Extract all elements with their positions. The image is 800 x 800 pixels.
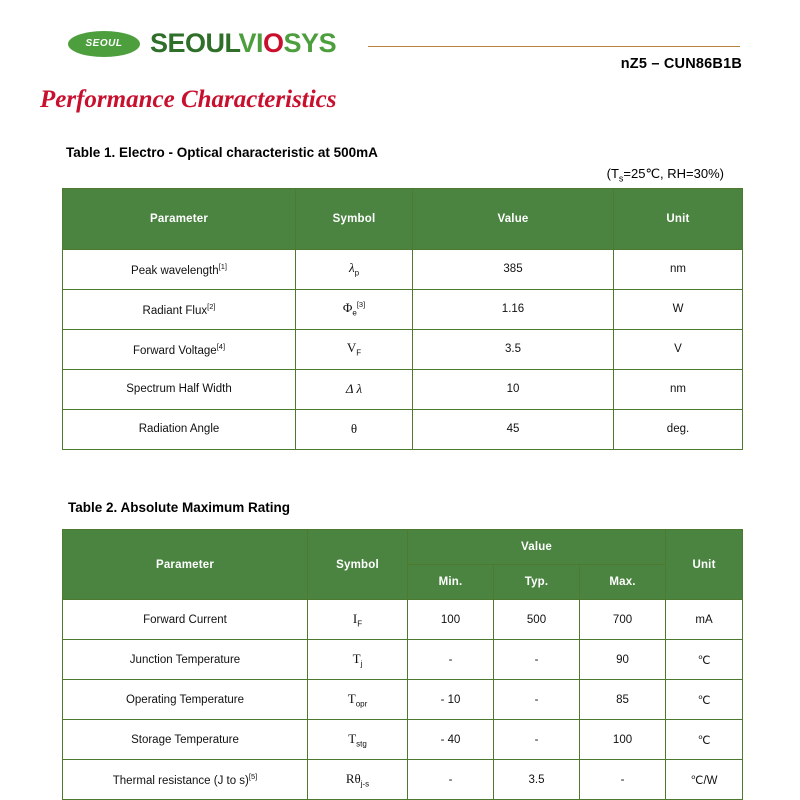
table-row xyxy=(63,249,743,289)
table2-cell-max: 700 xyxy=(580,600,666,640)
header-divider xyxy=(368,46,740,47)
table1-cell-symbol: $\Phi_e[3]$ xyxy=(296,289,413,329)
table1-cell-value: 10 xyxy=(413,369,614,409)
table2-cell-typ: 500 xyxy=(494,600,580,640)
table1-cell-symbol: $\lambda_p$ xyxy=(296,249,413,289)
table1-cell-parameter: Radiation Angle xyxy=(63,409,296,449)
part-number: nZ5 – CUN86B1B xyxy=(620,56,742,72)
table-row xyxy=(63,369,743,409)
logo-word-sys: SYS xyxy=(283,28,337,58)
table2-parameter-ref: [5] xyxy=(248,772,258,782)
table1-block xyxy=(62,145,742,450)
table1-cell-unit: W xyxy=(614,289,743,329)
table2-cell-unit: ℃ xyxy=(666,640,743,680)
table2-cell-symbol: $R\theta_{j-s}$ xyxy=(308,760,408,800)
table2-cell-parameter: Storage Temperature xyxy=(63,720,308,760)
table2-col-unit: Unit xyxy=(666,530,743,600)
logo-word-o: O xyxy=(263,28,284,58)
table1-cell-unit: V xyxy=(614,329,743,369)
table2-cell-typ: - xyxy=(494,640,580,680)
table2-cell-min: - 40 xyxy=(408,720,494,760)
table1-parameter-ref: [4] xyxy=(216,341,226,351)
table1-condition-note: ($T_s=25℃$, RH=30%) xyxy=(606,166,724,184)
seoul-logo-badge xyxy=(68,31,140,57)
table1-parameter-text: Forward Voltage xyxy=(132,344,217,357)
table-row xyxy=(63,640,743,680)
table2-block xyxy=(62,500,742,800)
table2-cell-unit: ℃ xyxy=(666,680,743,720)
table2-cell-parameter xyxy=(63,760,308,800)
table1-col-symbol: Symbol xyxy=(296,188,413,249)
table2-cell-min: - xyxy=(408,640,494,680)
table2-cell-max: 90 xyxy=(580,640,666,680)
table1-cell-parameter xyxy=(63,289,296,329)
table2-cell-parameter: Operating Temperature xyxy=(63,680,308,720)
table2-cell-min: - 10 xyxy=(408,680,494,720)
table-row xyxy=(63,600,743,640)
table2-col-value-group: Value xyxy=(408,530,666,565)
table2-cell-typ: - xyxy=(494,680,580,720)
table1-cell-parameter xyxy=(63,249,296,289)
table2-cell-symbol: $I_F$ xyxy=(308,600,408,640)
table-row xyxy=(63,760,743,800)
table1-cell-value: 1.16 xyxy=(413,289,614,329)
absolute-maximum-rating-table xyxy=(62,529,743,800)
table-row xyxy=(63,409,743,449)
table1-cell-value: 3.5 xyxy=(413,329,614,369)
table2-cell-unit: ℃ xyxy=(666,720,743,760)
logo-word-seoul: SEOUL xyxy=(150,28,239,58)
table1-cell-parameter xyxy=(63,329,296,369)
table2-cell-unit: ℃/W xyxy=(666,760,743,800)
table2-cell-parameter: Junction Temperature xyxy=(63,640,308,680)
table2-col-min: Min. xyxy=(408,565,494,600)
table1-parameter-ref: [1] xyxy=(218,261,227,271)
table2-cell-min: 100 xyxy=(408,600,494,640)
table2-cell-max: - xyxy=(580,760,666,800)
table2-cell-symbol: $T_{opr}$ xyxy=(308,680,408,720)
table2-caption: Table 2. Absolute Maximum Rating xyxy=(68,500,291,515)
table2-cell-max: 85 xyxy=(580,680,666,720)
table1-cell-parameter: Spectrum Half Width xyxy=(63,369,296,409)
table2-cell-symbol: $T_{stg}$ xyxy=(308,720,408,760)
table2-cell-unit: mA xyxy=(666,600,743,640)
page-title: Performance Characteristics xyxy=(40,86,337,113)
table1-parameter-ref: [2] xyxy=(207,301,216,311)
table2-header-row-1 xyxy=(63,530,743,565)
table1-parameter-text: Peak wavelength xyxy=(131,264,219,277)
logo-word-vi: VI xyxy=(238,28,264,58)
table2-cell-max: 100 xyxy=(580,720,666,760)
table2-col-symbol: Symbol xyxy=(308,530,408,600)
table1-cell-unit: nm xyxy=(614,249,743,289)
table-row xyxy=(63,329,743,369)
table2-cell-min: - xyxy=(408,760,494,800)
table1-cell-unit: deg. xyxy=(614,409,743,449)
table1-cell-symbol: Δ λ xyxy=(296,369,413,409)
table1-parameter-text: Radiant Flux xyxy=(142,304,208,317)
table1-col-value: Value xyxy=(413,188,614,249)
table-row xyxy=(63,680,743,720)
table2-col-typ: Typ. xyxy=(494,565,580,600)
table1-cell-symbol: $V_F$ xyxy=(296,329,413,369)
table1-col-parameter: Parameter xyxy=(63,188,296,249)
table2-parameter-text: Thermal resistance (J to s) xyxy=(112,774,249,787)
table-row xyxy=(63,289,743,329)
page-header xyxy=(0,0,800,78)
table2-cell-parameter: Forward Current xyxy=(63,600,308,640)
seoul-logo-badge-label: SEOUL xyxy=(85,38,123,49)
table1-caption: Table 1. Electro - Optical characteristic at 500mA xyxy=(66,145,378,160)
table2-cell-symbol: $T_j$ xyxy=(308,640,408,680)
seoul-viosys-logo xyxy=(68,30,336,57)
table2-cell-typ: 3.5 xyxy=(494,760,580,800)
electro-optical-table xyxy=(62,188,743,450)
table1-cell-unit: nm xyxy=(614,369,743,409)
table1-cell-value: 385 xyxy=(413,249,614,289)
table2-col-max: Max. xyxy=(580,565,666,600)
table1-header-row xyxy=(63,188,743,249)
table1-cell-value: 45 xyxy=(413,409,614,449)
table1-cell-symbol: θ xyxy=(296,409,413,449)
logo-wordmark xyxy=(150,30,336,57)
table2-cell-typ: - xyxy=(494,720,580,760)
table1-col-unit: Unit xyxy=(614,188,743,249)
table2-col-parameter: Parameter xyxy=(63,530,308,600)
table-row xyxy=(63,720,743,760)
